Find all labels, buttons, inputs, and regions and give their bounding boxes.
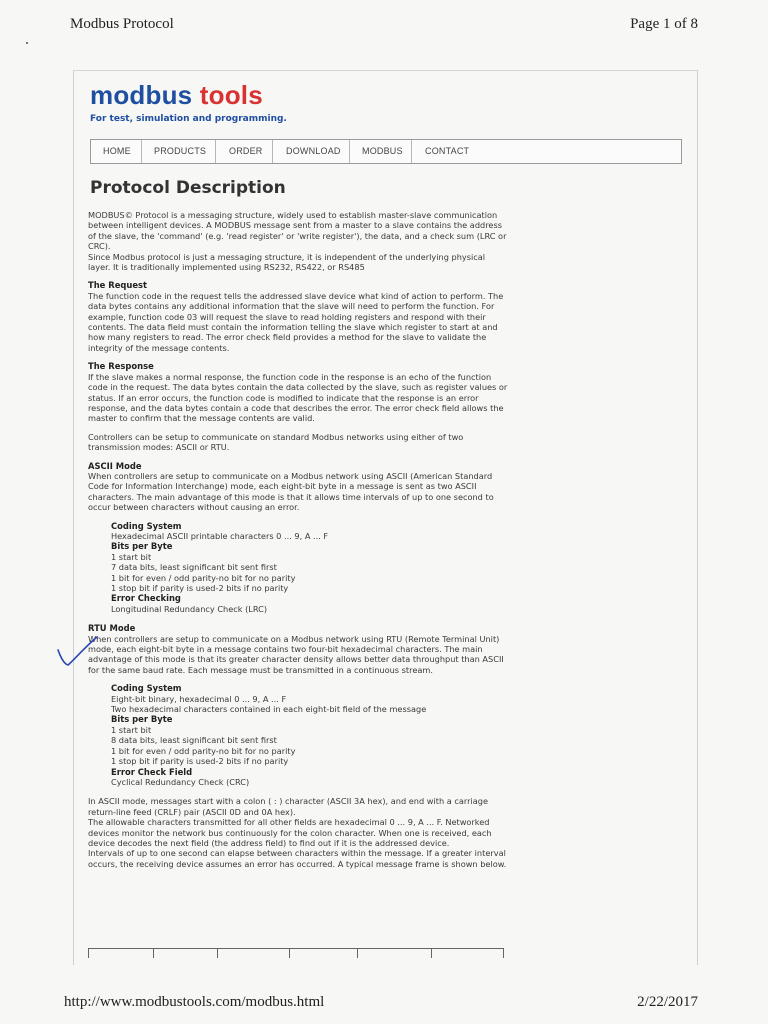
rtu-bits-heading: Bits per Byte — [111, 714, 173, 725]
table-column-line — [217, 949, 218, 958]
response-section — [88, 361, 508, 423]
nav-divider — [272, 140, 273, 163]
nav-products[interactable]: PRODUCTS — [154, 146, 207, 156]
nav-home[interactable]: HOME — [103, 146, 131, 156]
ascii-bits-line: 1 start bit — [111, 551, 152, 562]
rtu-coding-line: Eight-bit binary, hexadecimal 0 ... 9, A ... F — [111, 693, 287, 704]
ascii-error-line: Longitudinal Redundancy Check (LRC) — [111, 603, 268, 614]
print-footer-url: http://www.modbustools.com/modbus.html — [64, 994, 325, 1010]
rtu-mode-text: When controllers are setup to communicate on a Modbus network using RTU (Remote Terminal Unit) mode, each eight-bit byte in a message contains two four-bit hexadecimal characters. The main advantage of this mode is that its greater character density allows better data throughput than ASCII for the same baud rate. Each message must be transmitted in a continuous stream. — [88, 633, 504, 675]
framing-text-1: In ASCII mode, messages start with a colon ( : ) character (ASCII 3A hex), and end with a carriage return-line feed (CRLF) pair (ASCII 0D and 0A hex). — [88, 796, 488, 817]
ascii-bits-line: 1 stop bit if parity is used-2 bits if no parity — [111, 583, 289, 593]
ascii-bits-line: 1 bit for even / odd parity-no bit for no parity — [111, 572, 296, 583]
rtu-bits-line: 1 stop bit if parity is used-2 bits if no parity — [111, 756, 289, 767]
table-column-line — [431, 949, 432, 958]
rtu-coding-heading: Coding System — [111, 683, 182, 694]
main-navigation — [90, 139, 682, 164]
rtu-mode-heading: RTU Mode — [88, 623, 136, 634]
article-body — [88, 210, 508, 877]
request-section — [88, 280, 508, 353]
scan-speck — [26, 42, 28, 44]
intro-text-2: Since Modbus protocol is just a messaging structure, it is independent of the underlying physical layer. It is traditionally implemented using RS232, RS422, or RS485 — [88, 251, 486, 273]
print-header-page-number: Page 1 of 8 — [630, 16, 698, 32]
ascii-error-heading: Error Checking — [111, 593, 181, 604]
ascii-bits-line: 7 data bits, least significant bit sent first — [111, 562, 277, 573]
nav-divider — [411, 140, 412, 163]
nav-contact[interactable]: CONTACT — [425, 146, 470, 156]
rtu-bits-line: 1 bit for even / odd parity-no bit for no parity — [111, 745, 296, 756]
controllers-paragraph: Controllers can be setup to communicate on standard Modbus networks using either of two transmission modes: ASCII or RTU. — [88, 431, 464, 453]
print-header-title: Modbus Protocol — [70, 16, 174, 32]
site-tagline: For test, simulation and programming. — [90, 114, 287, 124]
nav-order[interactable]: ORDER — [229, 146, 263, 156]
rtu-spec-block — [111, 683, 508, 787]
ascii-bits-heading: Bits per Byte — [111, 541, 173, 552]
framing-paragraph — [88, 796, 508, 869]
rtu-bits-line: 1 start bit — [111, 724, 152, 735]
rtu-mode-section — [88, 623, 508, 787]
logo-text-modbus: modbus — [90, 80, 193, 110]
nav-divider — [349, 140, 350, 163]
request-text: The function code in the request tells the addressed slave device what kind of action to perform. The data bytes contains any additional information that the slave will need to perform the function. For example, function code 03 will request the slave to read holding registers and respond with their contents. The data field must contain the information telling the slave which register to start at and how many registers to read. The error check field provides a method for the slave to validate the integrity of the message contents. — [88, 290, 504, 353]
intro-text-1: MODBUS© Protocol is a messaging structure, widely used to establish master-slave communication between intelligent devices. A MODBUS message sent from a master to a slave contains the address of the slave, the 'command' (e.g. 'read register' or 'write register'), the data, and a check sum (LRC or CRC). — [88, 210, 507, 252]
rtu-error-line: Cyclical Redundancy Check (CRC) — [111, 776, 250, 787]
message-frame-table-edge — [88, 948, 504, 958]
nav-modbus[interactable]: MODBUS — [362, 146, 403, 156]
site-logo[interactable] — [90, 80, 263, 111]
nav-divider — [141, 140, 142, 163]
table-column-line — [357, 949, 358, 958]
table-column-line — [289, 949, 290, 958]
rtu-coding-line: Two hexadecimal characters contained in each eight-bit field of the message — [111, 704, 427, 715]
response-text: If the slave makes a normal response, the function code in the response is an echo of the function code in the request. The data bytes contain the data collected by the slave, such as register values or status. If an error occurs, the function code is modified to indicate that the response is an error response, and the data bytes contain a code that describes the error. The error check field allows the master to confirm that the message contents are valid. — [88, 371, 508, 424]
ascii-spec-block — [111, 521, 508, 615]
response-heading: The Response — [88, 361, 154, 372]
ascii-mode-heading: ASCII Mode — [88, 460, 142, 471]
rtu-bits-line: 8 data bits, least significant bit sent first — [111, 735, 277, 746]
print-footer-date: 2/22/2017 — [637, 994, 698, 1010]
request-heading: The Request — [88, 280, 148, 291]
ascii-mode-text: When controllers are setup to communicate on a Modbus network using ASCII (American Standard Code for Information Interchange) mode, each eight-bit byte in a message is sent as two ASCII characters. The main advantage of this mode is that it allows time intervals of up to one second to occur between characters without causing an error. — [88, 470, 494, 513]
logo-text-tools: tools — [199, 80, 263, 110]
nav-divider — [215, 140, 216, 163]
intro-paragraph — [88, 210, 508, 272]
table-column-line — [153, 949, 154, 958]
framing-text-3: Intervals of up to one second can elapse between characters within the message. If a greater interval occurs, the receiving device assumes an error has occurred. A typical message frame is shown below. — [88, 848, 507, 869]
rtu-error-heading: Error Check Field — [111, 766, 193, 777]
framing-text-2: The allowable characters transmitted for all other fields are hexadecimal 0 ... 9, A ... F. Networked devices monitor the network bus continuously for the colon character. When one is received, each device decodes the next field (the address field) to find out if it is the addressed device. — [88, 817, 492, 848]
ascii-coding-heading: Coding System — [111, 520, 182, 531]
ascii-coding-line: Hexadecimal ASCII printable characters 0 ... 9, A ... F — [111, 530, 329, 541]
nav-download[interactable]: DOWNLOAD — [286, 146, 341, 156]
handwritten-checkmark-icon — [52, 634, 100, 674]
page-title: Protocol Description — [90, 178, 286, 198]
ascii-mode-section — [88, 461, 508, 615]
